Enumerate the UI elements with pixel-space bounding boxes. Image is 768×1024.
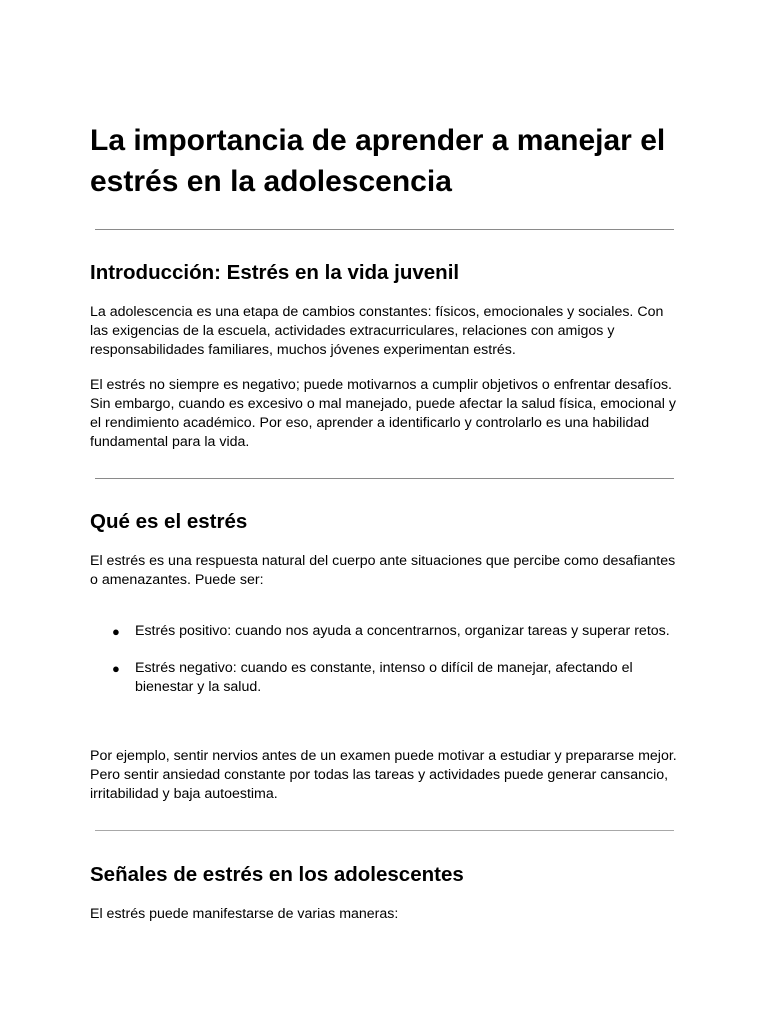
list-item-text: Estrés positivo: cuando nos ayuda a concentrarnos, organizar tareas y superar retos. — [135, 623, 670, 639]
bullet-icon: ● — [112, 661, 120, 676]
bullet-icon: ● — [112, 624, 120, 639]
section-heading-que-es: Qué es el estrés — [90, 510, 248, 533]
intro-paragraph-1: La adolescencia es una etapa de cambios constantes: físicos, emocionales y sociales. Con las exigencias de la escuela, actividades extracurriculares, relaciones con amigos y responsabilidades familiares, muchos jóvenes experimentan estrés. — [90, 304, 664, 358]
section-heading-senales: Señales de estrés en los adolescentes — [90, 863, 464, 886]
document-title: La importancia de aprender a manejar el estrés en la adolescencia — [90, 124, 666, 198]
senales-intro-paragraph: El estrés puede manifestarse de varias maneras: — [90, 906, 399, 922]
que-es-example-paragraph: Por ejemplo, sentir nervios antes de un examen puede motivar a estudiar y prepararse mejor. Pero sentir ansiedad constante por todas las tareas y actividades puede generar cansancio, irritabilidad y baja autoestima. — [90, 748, 677, 802]
que-es-intro-paragraph: El estrés es una respuesta natural del cuerpo ante situaciones que percibe como desafiantes o amenazantes. Puede ser: — [90, 553, 676, 588]
list-item-text: Estrés negativo: cuando es constante, intenso o difícil de manejar, afectando el bienestar y la salud. — [135, 660, 633, 695]
section-divider — [95, 229, 674, 230]
intro-paragraph-2: El estrés no siempre es negativo; puede motivarnos a cumplir objetivos o enfrentar desafíos. Sin embargo, cuando es excesivo o mal manejado, puede afectar la salud física, emocional y el rendimiento académico. Por eso, aprender a identificarlo y controlarlo es una habilidad fundamental para la vida. — [90, 377, 676, 450]
section-divider — [95, 830, 674, 831]
section-heading-introduccion: Introducción: Estrés en la vida juvenil — [90, 261, 460, 284]
section-divider — [95, 478, 674, 479]
